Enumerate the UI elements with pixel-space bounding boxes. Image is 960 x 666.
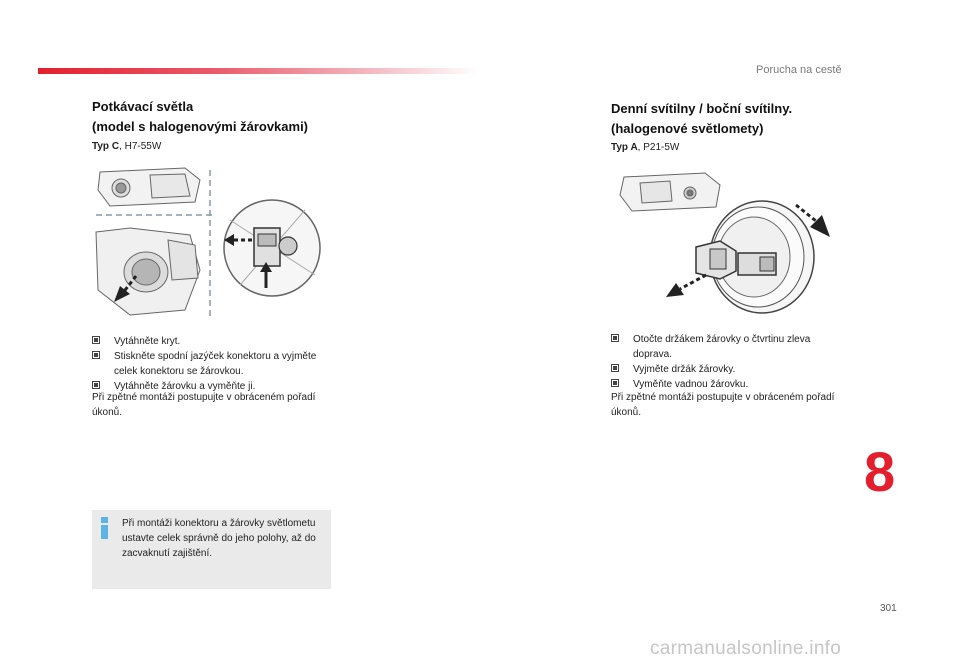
info-icon — [98, 516, 112, 540]
list-item: Otočte držákem žárovky o čtvrtinu zleva doprava. — [611, 332, 841, 362]
right-bulb-type — [611, 142, 679, 153]
checkbox-bullet-icon — [92, 351, 100, 359]
list-item: Stiskněte spodní jazýček konektoru a vyjměte celek konektoru se žárovkou. — [92, 349, 327, 379]
left-title-line2: (model s halogenovými žárovkami) — [92, 119, 309, 134]
left-type-value: , H7-55W — [119, 141, 162, 152]
info-text: Při montáži konektoru a žárovky světlometu ustavte celek správně do jeho polohy, až do zacvaknutí zajištění. — [122, 518, 316, 559]
watermark-text: carmanualsonline.info — [650, 638, 842, 659]
left-headlamp-illustration — [90, 160, 330, 325]
left-title — [92, 97, 308, 137]
right-reassembly-note: Při zpětné montáži postupujte v obráceném pořadí úkonů. — [611, 392, 835, 418]
checkbox-bullet-icon — [611, 334, 619, 342]
right-type-value: , P21-5W — [637, 142, 680, 153]
right-title-line2: (halogenové světlomety) — [611, 121, 764, 136]
list-item: Vyměňte vadnou žárovku. — [611, 377, 841, 392]
section-title: Porucha na cestě — [756, 64, 842, 76]
page-number: 301 — [880, 603, 897, 614]
list-item: Vytáhněte kryt. — [92, 334, 327, 349]
right-type-label: Typ A — [611, 142, 638, 153]
list-item: Vytáhněte žárovku a vyměňte ji. — [92, 379, 327, 394]
chapter-number: 8 — [864, 440, 896, 503]
header-accent-bar — [38, 68, 478, 74]
left-steps-list — [92, 334, 327, 394]
info-box — [92, 510, 331, 589]
right-title-line1: Denní svítilny / boční svítilny. — [611, 101, 793, 116]
left-title-line1: Potkávací světla — [92, 99, 194, 114]
checkbox-bullet-icon — [611, 364, 619, 372]
right-title — [611, 99, 792, 139]
checkbox-bullet-icon — [92, 381, 100, 389]
left-type-label: Typ C — [92, 141, 120, 152]
left-bulb-type — [92, 141, 161, 152]
left-reassembly-note: Při zpětné montáži postupujte v obráceném pořadí úkonů. — [92, 392, 316, 418]
right-headlamp-illustration — [610, 165, 840, 315]
right-steps-list — [611, 332, 841, 392]
checkbox-bullet-icon — [92, 336, 100, 344]
list-item: Vyjměte držák žárovky. — [611, 362, 841, 377]
checkbox-bullet-icon — [611, 379, 619, 387]
